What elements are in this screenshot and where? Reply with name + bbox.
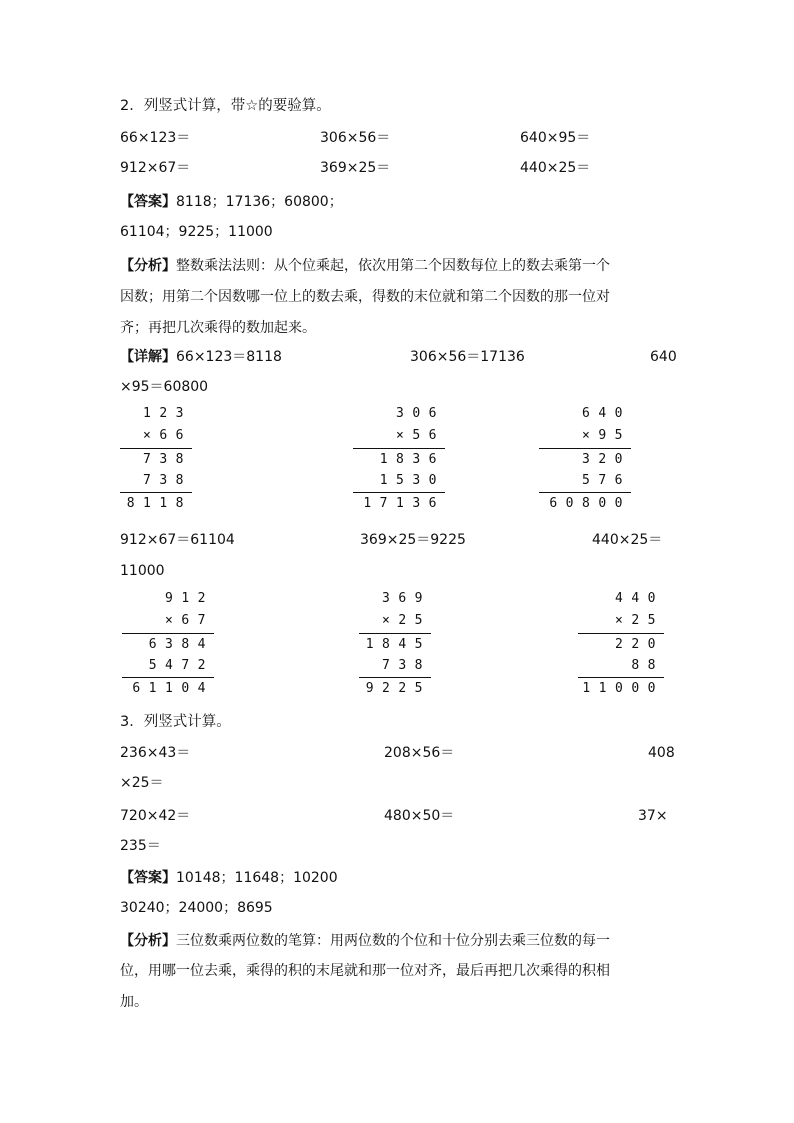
- vertical-calc-912x67: [100, 590, 214, 700]
- problem-235-part: 235＝: [120, 838, 161, 854]
- calc-row-multiplicand: 306: [396, 406, 445, 421]
- calc-row-partial-1: 220: [615, 637, 664, 652]
- problem-440x25: 440×25＝: [520, 160, 591, 176]
- calc-row-multiplicand: 440: [615, 591, 664, 606]
- calc-row-result: 60800: [549, 496, 631, 511]
- q3-analysis-line-1: [120, 931, 610, 951]
- calc-divider: [359, 677, 431, 678]
- answer-label: 【答案】: [120, 870, 176, 886]
- vertical-calc-369x25: [335, 590, 431, 700]
- calc-divider: [539, 492, 631, 493]
- calc-row-result: 61104: [132, 681, 214, 696]
- calc-divider: [353, 448, 445, 449]
- q3-analysis-line-2: 位，用哪一位去乘，乘得的积的末尾就和那一位对齐，最后再把几次乘得的积相: [120, 963, 610, 979]
- analysis-text: 三位数乘两位数的笔算：用两位数的个位和十位分别去乘三位数的每一: [176, 933, 610, 949]
- calc-row-result: 9225: [365, 681, 431, 696]
- q3-analysis-line-3: 加。: [120, 994, 148, 1010]
- q3-answer-line-2: 30240；24000；8695: [120, 900, 273, 916]
- calc-row-partial-1: 6384: [148, 637, 214, 652]
- calc-row-partial-1: 1836: [379, 452, 445, 467]
- detail-eq-66x123: 66×123＝8118: [176, 349, 282, 365]
- answer-label: 【答案】: [120, 194, 176, 210]
- calc-row-partial-2: 738: [382, 658, 431, 673]
- problem-37x-part: 37×: [638, 808, 668, 824]
- calc-divider: [578, 677, 664, 678]
- calc-row-multiplier: ×25: [615, 613, 664, 628]
- analysis-label: 【分析】: [120, 933, 176, 949]
- calc-divider: [120, 448, 192, 449]
- problem-640x95: 640×95＝: [520, 130, 591, 146]
- answer-line-2: 61104；9225；11000: [120, 224, 273, 240]
- calc-row-result: 17136: [363, 496, 445, 511]
- calc-row-partial-1: 320: [582, 452, 631, 467]
- detail-eq-11000-part: 11000: [120, 563, 165, 579]
- calc-row-multiplier: ×66: [143, 428, 192, 443]
- analysis-text: 整数乘法法则：从个位乘起，依次用第二个因数每位上的数去乘第一个: [176, 258, 610, 274]
- calc-row-partial-1: 1845: [365, 637, 431, 652]
- answer-text: 8118；17136；60800；: [176, 194, 343, 210]
- detail-eq-369x25: 369×25＝9225: [360, 532, 466, 548]
- problem-912x67: 912×67＝: [120, 160, 191, 176]
- problem-x25-part: ×25＝: [120, 775, 164, 791]
- vertical-calc-640x95: [515, 405, 631, 515]
- calc-divider: [578, 633, 664, 634]
- vertical-calc-306x56: [330, 405, 445, 515]
- problem-720x42: 720×42＝: [120, 808, 191, 824]
- calc-row-partial-2: 1530: [379, 473, 445, 488]
- detail-line-1: [120, 347, 282, 367]
- problem-306x56: 306×56＝: [320, 130, 391, 146]
- analysis-line-3: 齐；再把几次乘得的数加起来。: [120, 320, 316, 336]
- vertical-calc-66x123: [100, 405, 192, 515]
- analysis-line-2: 因数；用第二个因数哪一位上的数去乘，得数的末位就和第二个因数的那一位对: [120, 289, 610, 305]
- calc-row-partial-2: 88: [631, 658, 664, 673]
- calc-divider: [122, 677, 214, 678]
- analysis-label: 【分析】: [120, 258, 176, 274]
- calc-row-multiplicand: 369: [382, 591, 431, 606]
- vertical-calc-440x25: [548, 590, 664, 700]
- q3-answer-line-1: [120, 868, 338, 888]
- calc-row-multiplicand: 912: [165, 591, 214, 606]
- calc-divider: [122, 633, 214, 634]
- answer-text: 10148；11648；10200: [176, 870, 338, 886]
- calc-divider: [359, 633, 431, 634]
- calc-row-multiplier: ×56: [396, 428, 445, 443]
- calc-row-partial-2: 738: [143, 473, 192, 488]
- problem-66x123: 66×123＝: [120, 130, 191, 146]
- detail-eq-x95-part: ×95＝60800: [120, 379, 209, 395]
- answer-line-1: [120, 192, 343, 212]
- calc-row-multiplier: ×25: [382, 613, 431, 628]
- calc-row-partial-2: 576: [582, 473, 631, 488]
- calc-row-partial-2: 5472: [148, 658, 214, 673]
- detail-eq-440x25-part: 440×25＝: [592, 532, 663, 548]
- question-3-heading: 3．列竖式计算。: [120, 714, 231, 730]
- calc-row-multiplier: ×95: [582, 428, 631, 443]
- detail-eq-306x56: 306×56＝17136: [410, 349, 525, 365]
- problem-369x25: 369×25＝: [320, 160, 391, 176]
- calc-row-multiplier: ×67: [165, 613, 214, 628]
- problem-236x43: 236×43＝: [120, 745, 191, 761]
- calc-row-partial-1: 738: [143, 452, 192, 467]
- calc-divider: [353, 492, 445, 493]
- detail-label: 【详解】: [120, 349, 176, 365]
- question-2-heading: 2．列竖式计算，带☆的要验算。: [120, 98, 331, 114]
- calc-row-multiplicand: 640: [582, 406, 631, 421]
- detail-eq-640-part: 640: [650, 349, 677, 365]
- calc-row-multiplicand: 123: [143, 406, 192, 421]
- analysis-line-1: [120, 256, 610, 276]
- problem-208x56: 208×56＝: [384, 745, 455, 761]
- calc-divider: [120, 492, 192, 493]
- detail-eq-912x67: 912×67＝61104: [120, 532, 235, 548]
- calc-row-result: 11000: [582, 681, 664, 696]
- problem-408-part: 408: [648, 745, 675, 761]
- problem-480x50: 480×50＝: [384, 808, 455, 824]
- calc-row-result: 8118: [126, 496, 192, 511]
- calc-divider: [539, 448, 631, 449]
